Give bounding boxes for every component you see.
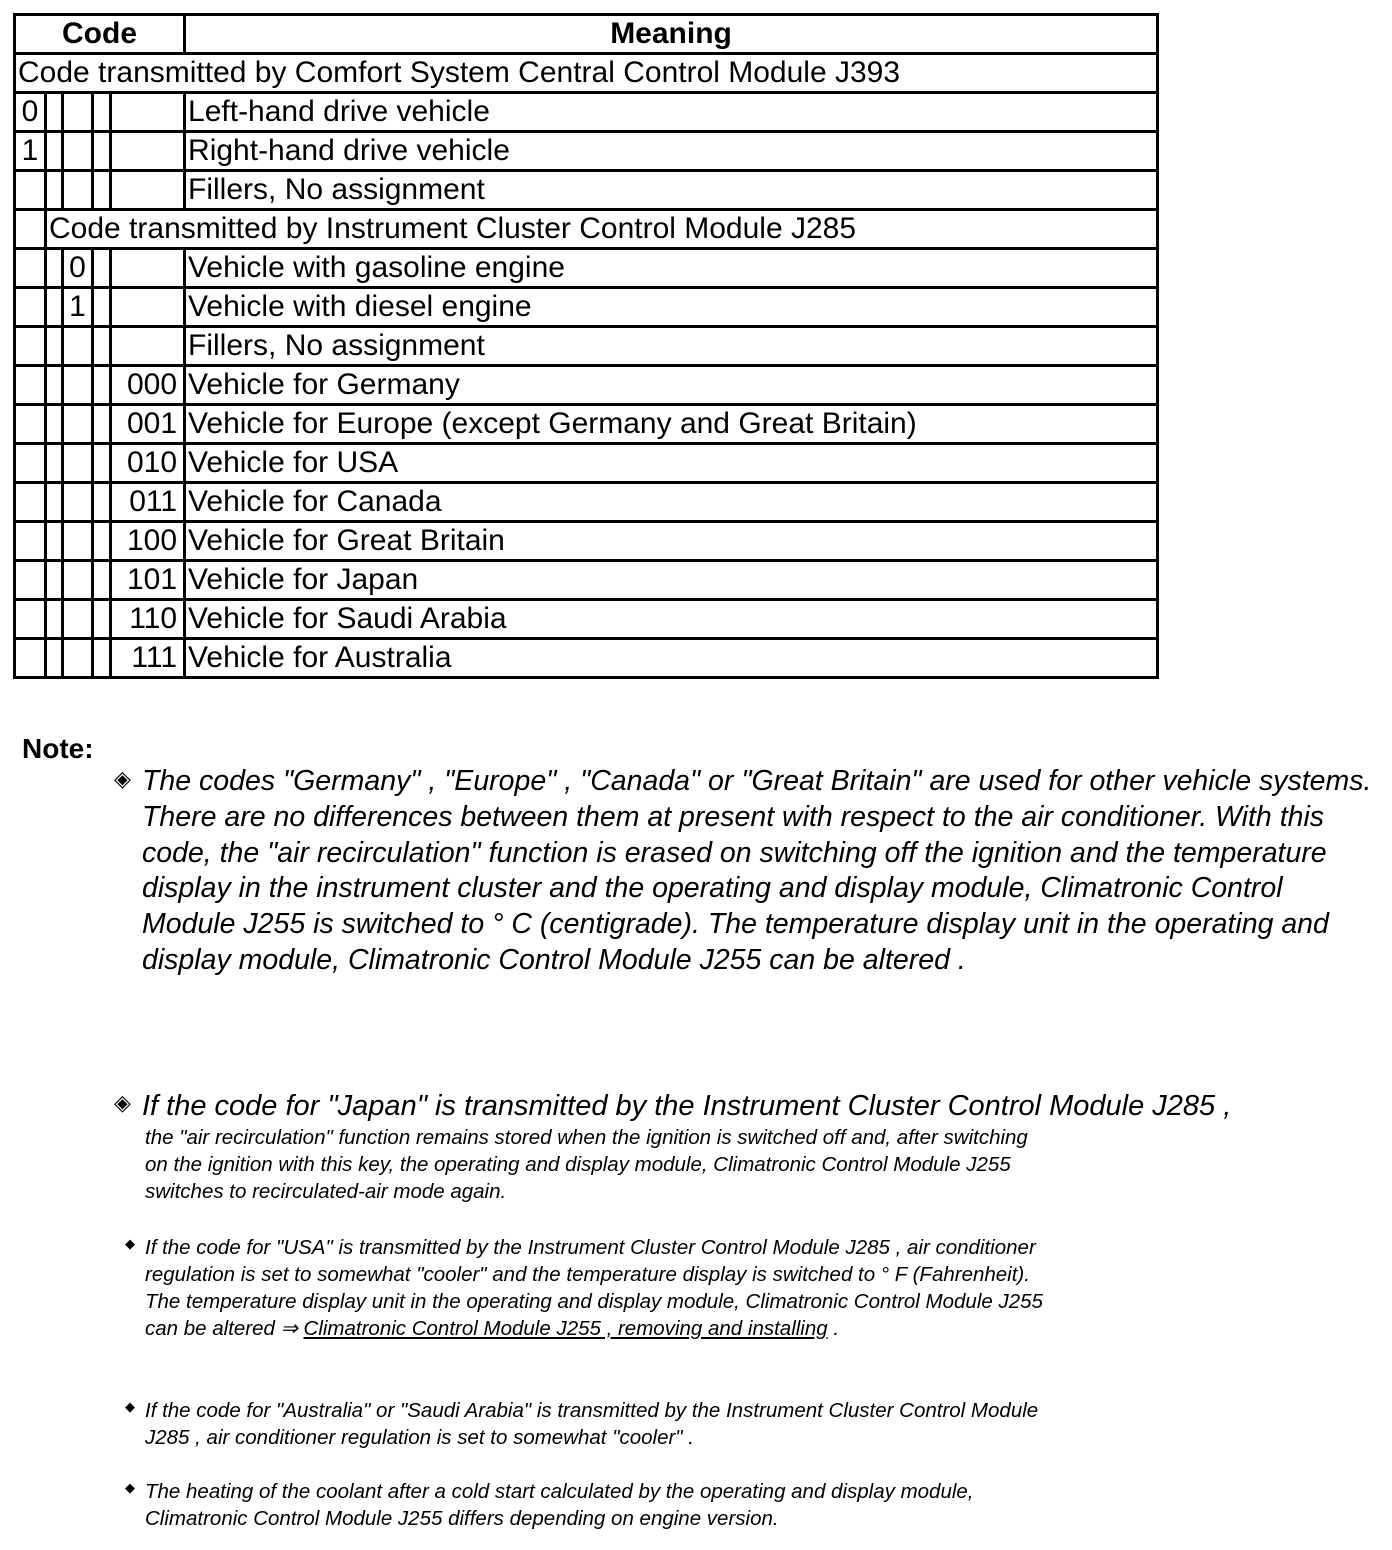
section-row — [15, 210, 1158, 249]
note-japan — [142, 1088, 1382, 1205]
code-bit: 0 — [63, 249, 93, 288]
note-usa-end: . — [827, 1317, 840, 1340]
meaning-cell: Fillers, No assignment — [185, 171, 1158, 210]
code-bit: 1 — [63, 288, 93, 327]
meaning-cell: Vehicle for Great Britain — [185, 522, 1158, 561]
meaning-cell: Left-hand drive vehicle — [185, 93, 1158, 132]
table-row — [15, 171, 1158, 210]
table-row — [15, 288, 1158, 327]
bullet-icon: ◆ — [125, 1480, 135, 1495]
section-row — [15, 54, 1158, 93]
meaning-cell: Right-hand drive vehicle — [185, 132, 1158, 171]
table-row — [15, 483, 1158, 522]
meaning-cell: Vehicle with gasoline engine — [185, 249, 1158, 288]
table-row — [15, 93, 1158, 132]
table-row — [15, 444, 1158, 483]
meaning-cell: Vehicle with diesel engine — [185, 288, 1158, 327]
note-usa-text: If the code for "USA" is transmitted by the Instrument Cluster Control Module J285 , air conditioner regulation is set to somewhat "cooler" and the temperature display is switched to ° F (Fahrenheit). The temperature display unit in the operating and display module, Climatronic Control Module J255 can be altered ⇒ — [145, 1236, 1043, 1340]
note-usa — [145, 1234, 1045, 1342]
code-bits: 010 — [111, 444, 185, 483]
table-row — [15, 522, 1158, 561]
note-coolant-heating: The heating of the coolant after a cold start calculated by the operating and display module, Climatronic Control Module J255 differs depending on engine version. — [145, 1480, 974, 1530]
meaning-cell: Fillers, No assignment — [185, 327, 1158, 366]
code-bits: 001 — [111, 405, 185, 444]
bullet-icon: ◈ — [114, 1090, 131, 1115]
table-row — [15, 405, 1158, 444]
section-j285: Code transmitted by Instrument Cluster Control Module J285 — [46, 210, 1158, 249]
meaning-cell: Vehicle for Japan — [185, 561, 1158, 600]
table-row — [15, 600, 1158, 639]
meaning-cell: Vehicle for Canada — [185, 483, 1158, 522]
meaning-cell: Vehicle for USA — [185, 444, 1158, 483]
meaning-cell: Vehicle for Saudi Arabia — [185, 600, 1158, 639]
table-row — [15, 639, 1158, 678]
bullet-icon: ◆ — [125, 1236, 135, 1251]
climatronic-link[interactable]: Climatronic Control Module J255 , removing and installing — [303, 1317, 828, 1340]
meaning-cell: Vehicle for Germany — [185, 366, 1158, 405]
table-header-row — [15, 15, 1158, 54]
note-title: Note: — [22, 733, 94, 764]
code-table — [13, 13, 1159, 679]
meaning-cell: Vehicle for Europe (except Germany and Great Britain) — [185, 405, 1158, 444]
code-bits: 110 — [111, 600, 185, 639]
note-codes-europe: The codes "Germany" , "Europe" , "Canada" or "Great Britain" are used for other vehicle systems. There are no differences between them at present with respect to the air conditioner. With this code, the "air recirculation" function is erased on switching off the ignition and the temperature display in the instrument cluster and the operating and display module, Climatronic Control Module J255 is switched to ° C (centigrade). The temperature display unit in the operating and display module, Climatronic Control Module J255 can be altered . — [142, 765, 1372, 976]
code-bits: 011 — [111, 483, 185, 522]
header-meaning: Meaning — [185, 15, 1158, 54]
note-japan-detail: the "air recirculation" function remains stored when the ignition is switched off and, after switching on the ignition with this key, the operating and display module, Climatronic Control Module J255 switches to recirculated-air mode again. — [145, 1126, 1028, 1203]
code-bits: 000 — [111, 366, 185, 405]
table-row — [15, 249, 1158, 288]
code-bit: 0 — [15, 93, 46, 132]
table-row — [15, 132, 1158, 171]
table-row — [15, 327, 1158, 366]
note-japan-lead: If the code for "Japan" is transmitted by the Instrument Cluster Control Module J285 , — [142, 1090, 1232, 1122]
code-bits: 100 — [111, 522, 185, 561]
bullet-icon: ◈ — [114, 766, 131, 791]
note-australia-saudi: If the code for "Australia" or "Saudi Arabia" is transmitted by the Instrument Cluster Control Module J285 , air conditioner regulation is set to somewhat "cooler" . — [145, 1399, 1039, 1449]
code-bits: 101 — [111, 561, 185, 600]
header-code: Code — [15, 15, 185, 54]
code-bit: 1 — [15, 132, 46, 171]
bullet-icon: ◆ — [125, 1399, 135, 1414]
table-row — [15, 561, 1158, 600]
section-j393: Code transmitted by Comfort System Central Control Module J393 — [15, 54, 1158, 93]
code-bits: 111 — [111, 639, 185, 678]
meaning-cell: Vehicle for Australia — [185, 639, 1158, 678]
table-row — [15, 366, 1158, 405]
